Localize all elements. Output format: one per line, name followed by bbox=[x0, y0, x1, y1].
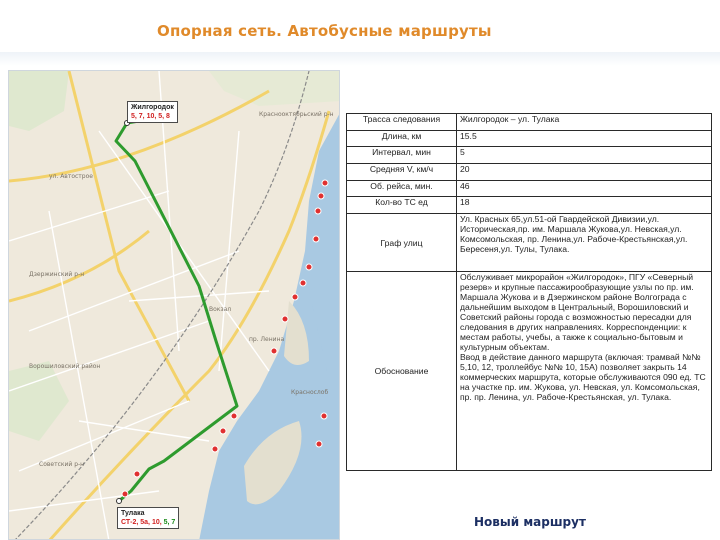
row-value-speed: 20 bbox=[457, 164, 712, 181]
row-value-vehicles: 18 bbox=[457, 197, 712, 214]
row-label-speed: Средняя V, км/ч bbox=[347, 164, 457, 181]
route-info-table bbox=[346, 113, 712, 471]
row-label-route: Трасса следования bbox=[347, 114, 457, 131]
end-stop-name: Тулака bbox=[121, 510, 145, 517]
table-row bbox=[347, 272, 712, 471]
map-label-lenina: пр. Ленина bbox=[249, 336, 285, 343]
start-stop-name: Жилгородок bbox=[131, 104, 174, 111]
table-row bbox=[347, 114, 712, 131]
table-row bbox=[347, 180, 712, 197]
map-label-krasnoktyabrsky: Краснооктябрьский р-н bbox=[259, 111, 334, 118]
table-row bbox=[347, 164, 712, 181]
row-value-justification: Обслуживает микрорайон «Жилгородок», ПГУ «Северный резерв» и крупные пассажирообразующие узлы по пр. им. Маршала Жукова и в Дзержинском районе Волгограда с дальнейшим выходом в Центральный, Ворошиловский и Советский районы города с возможностью пересадки для следования в других направлениях. Корреспонденции: к местам работы, учебы, а также к социально-бытовым и культурным объектам. Ввод в действие данного маршрута (включая: трамвай №№ 5,10, 12, троллейбус №№ 10, 15А) позволяет закрыть 14 коммерческих маршрута, которые обслуживаются 090 ед. ТС на участке пр. им. Жукова, ул. Невская, ул. Комсомольская, пр. пр. Ленина, ул. Рабоче-Крестьянская, ул. Тулака. bbox=[457, 272, 712, 471]
map-label-dzerzh: Дзержинский р-н bbox=[29, 271, 85, 278]
row-value-streets: Ул. Красных 65,ул.51-ой Гвардейской Дивизии,ул. Историческая,пр. им. Маршала Жукова,ул. Невская,ул. Комсомольская, пр. Ленина,ул. Рабоче-Крестьянская,ул. Бересеня,ул. Тулы, Тулака. bbox=[457, 214, 712, 272]
row-value-route: Жилгородок – ул. Тулака bbox=[457, 114, 712, 131]
end-stop-label[interactable] bbox=[117, 507, 179, 529]
map-label-voroshil: Ворошиловский район bbox=[29, 363, 101, 370]
title-divider bbox=[0, 52, 720, 66]
table-row bbox=[347, 197, 712, 214]
map-label-avtostroy: ул. Автострое bbox=[49, 173, 93, 180]
end-stop-routes-green: 5, 7 bbox=[163, 519, 176, 526]
row-value-interval: 5 bbox=[457, 147, 712, 164]
map-label-vokzal: Вокзал bbox=[209, 306, 232, 313]
table-row bbox=[347, 130, 712, 147]
start-stop-routes: 5, 7, 10, 5, 8 bbox=[131, 113, 170, 120]
new-route-caption: Новый маршрут bbox=[474, 515, 586, 529]
row-label-length: Длина, км bbox=[347, 130, 457, 147]
start-stop-label[interactable] bbox=[127, 101, 178, 123]
row-value-length: 15.5 bbox=[457, 130, 712, 147]
end-stop-routes-red: СТ-2, 5а, 10, bbox=[121, 519, 162, 526]
table-row bbox=[347, 214, 712, 272]
row-label-interval: Интервал, мин bbox=[347, 147, 457, 164]
table-row bbox=[347, 147, 712, 164]
slide-title: Опорная сеть. Автобусные маршруты bbox=[157, 22, 492, 40]
map-label-krasnoslob: Краснослоб bbox=[291, 389, 329, 396]
row-value-trip-time: 46 bbox=[457, 180, 712, 197]
map-canvas bbox=[9, 71, 340, 540]
row-label-vehicles: Кол-во ТС ед bbox=[347, 197, 457, 214]
map-label-sovetsky: Советский р-н bbox=[39, 461, 85, 468]
route-map[interactable] bbox=[8, 70, 340, 540]
row-label-trip-time: Об. рейса, мин. bbox=[347, 180, 457, 197]
row-label-justification: Обоснование bbox=[347, 272, 457, 471]
row-label-streets: Граф улиц bbox=[347, 214, 457, 272]
end-stop-routes bbox=[121, 518, 175, 527]
